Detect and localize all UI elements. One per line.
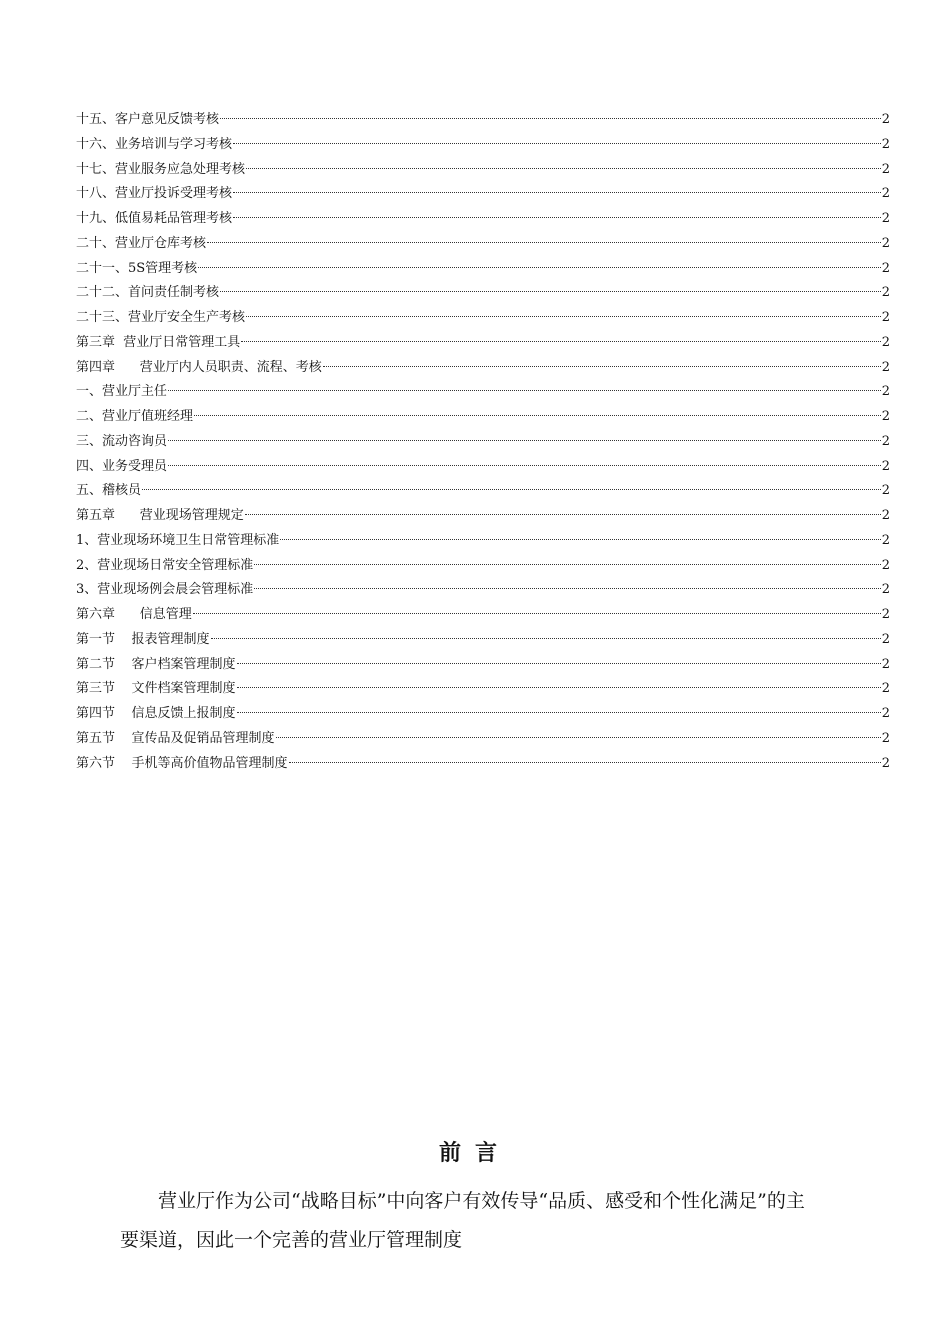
toc-entry-label: 二十一、5S管理考核 bbox=[76, 260, 198, 276]
toc-entry-label: 十八、营业厅投诉受理考核 bbox=[76, 186, 233, 202]
toc-entry-page: 2 bbox=[881, 755, 890, 771]
toc-entry-label: 二十、营业厅仓库考核 bbox=[76, 235, 207, 251]
toc-entry-label: 四、业务受理员 bbox=[76, 458, 168, 474]
toc-entry-page: 2 bbox=[881, 136, 890, 152]
toc-entry[interactable] bbox=[76, 603, 890, 628]
toc-entry-label: 二十二、首问责任制考核 bbox=[76, 285, 220, 301]
toc-entry[interactable] bbox=[76, 479, 890, 504]
toc-dot-leader bbox=[323, 366, 881, 367]
toc-dot-leader bbox=[289, 762, 881, 763]
toc-entry-page: 2 bbox=[881, 483, 890, 499]
toc-entry-page: 2 bbox=[881, 607, 890, 622]
toc-dot-leader bbox=[168, 440, 881, 441]
toc-dot-leader bbox=[233, 143, 881, 144]
toc-entry[interactable] bbox=[76, 306, 890, 331]
toc-entry-page: 2 bbox=[881, 532, 890, 548]
toc-dot-leader bbox=[220, 291, 881, 292]
toc-entry-label: 第四章 营业厅内人员职责、流程、考核 bbox=[76, 359, 322, 375]
toc-entry-label: 十九、低值易耗品管理考核 bbox=[76, 211, 233, 226]
toc-dot-leader bbox=[237, 663, 881, 664]
toc-entry-label: 十五、客户意见反馈考核 bbox=[76, 112, 220, 127]
toc-dot-leader bbox=[193, 613, 881, 614]
toc-entry-page: 2 bbox=[881, 458, 890, 474]
toc-entry[interactable] bbox=[76, 356, 890, 381]
toc-entry-page: 2 bbox=[881, 359, 890, 375]
toc-entry-page: 2 bbox=[881, 310, 890, 325]
toc-entry-label: 第三节 文件档案管理制度 bbox=[76, 681, 236, 697]
toc-entry[interactable] bbox=[76, 702, 890, 727]
toc-entry-label: 第三章 营业厅日常管理工具 bbox=[76, 334, 241, 350]
toc-entry-page: 2 bbox=[881, 681, 890, 697]
preface-paragraph: 营业厅作为公司“战略目标”中向客户有效传导“品质、感受和个性化满足”的主要渠道，因此一个完善的营业厅管理制度 bbox=[120, 1190, 805, 1251]
toc-dot-leader bbox=[194, 415, 881, 416]
toc-entry[interactable] bbox=[76, 232, 890, 257]
toc-dot-leader bbox=[241, 341, 880, 342]
toc-entry-page: 2 bbox=[881, 508, 890, 523]
toc-entry[interactable] bbox=[76, 677, 890, 702]
toc-entry[interactable] bbox=[76, 727, 890, 752]
toc-entry-page: 2 bbox=[881, 706, 890, 721]
toc-entry-label: 第二节 客户档案管理制度 bbox=[76, 656, 236, 672]
toc-entry-page: 2 bbox=[881, 334, 890, 350]
toc-entry-label: 三、流动咨询员 bbox=[76, 433, 168, 449]
preface-title: 前言 bbox=[438, 1140, 511, 1166]
toc-entry-label: 一、营业厅主任 bbox=[76, 384, 168, 400]
toc-entry-label: 五、稽核员 bbox=[76, 483, 142, 499]
toc-dot-leader bbox=[237, 687, 881, 688]
toc-entry-label: 第一节 报表管理制度 bbox=[76, 631, 210, 647]
toc-entry-page: 2 bbox=[881, 285, 890, 301]
toc-entry-page: 2 bbox=[881, 211, 890, 226]
toc-dot-leader bbox=[245, 514, 881, 515]
toc-dot-leader bbox=[276, 737, 881, 738]
toc-entry[interactable] bbox=[76, 455, 890, 480]
toc-entry-page: 2 bbox=[881, 186, 890, 202]
toc-entry[interactable] bbox=[76, 653, 890, 678]
toc-dot-leader bbox=[280, 539, 880, 540]
toc-entry-page: 2 bbox=[881, 409, 890, 424]
toc-entry-page: 2 bbox=[881, 384, 890, 400]
toc-dot-leader bbox=[254, 564, 880, 565]
toc-dot-leader bbox=[233, 192, 881, 193]
toc-entry-page: 2 bbox=[881, 433, 890, 449]
toc-dot-leader bbox=[198, 267, 881, 268]
toc-entry-label: 3、营业现场例会晨会管理标准 bbox=[76, 582, 254, 598]
toc-entry[interactable] bbox=[76, 380, 890, 405]
toc-dot-leader bbox=[211, 638, 881, 639]
toc-entry-label: 1、营业现场环境卫生日常管理标准 bbox=[76, 532, 280, 548]
toc-entry-label: 第五章 营业现场管理规定 bbox=[76, 508, 244, 523]
toc-entry[interactable] bbox=[76, 158, 890, 183]
toc-entry[interactable] bbox=[76, 504, 890, 529]
table-of-contents bbox=[76, 108, 890, 776]
toc-entry[interactable] bbox=[76, 752, 890, 777]
toc-entry[interactable] bbox=[76, 108, 890, 133]
toc-dot-leader bbox=[246, 316, 881, 317]
toc-entry-label: 第六节 手机等高价值物品管理制度 bbox=[76, 755, 288, 771]
toc-dot-leader bbox=[168, 465, 881, 466]
toc-entry-label: 二十三、营业厅安全生产考核 bbox=[76, 310, 246, 325]
toc-dot-leader bbox=[142, 489, 881, 490]
toc-entry[interactable] bbox=[76, 578, 890, 603]
toc-entry-label: 第六章 信息管理 bbox=[76, 607, 192, 622]
toc-entry-page: 2 bbox=[881, 582, 890, 598]
toc-entry-label: 2、营业现场日常安全管理标准 bbox=[76, 557, 254, 573]
toc-entry-page: 2 bbox=[881, 656, 890, 672]
toc-entry[interactable] bbox=[76, 281, 890, 306]
toc-entry[interactable] bbox=[76, 182, 890, 207]
toc-entry-label: 第五节 宣传品及促销品管理制度 bbox=[76, 730, 275, 746]
toc-dot-leader bbox=[207, 242, 881, 243]
toc-entry-label: 十七、营业服务应急处理考核 bbox=[76, 161, 246, 177]
toc-entry[interactable] bbox=[76, 529, 890, 554]
toc-entry[interactable] bbox=[76, 430, 890, 455]
toc-dot-leader bbox=[237, 712, 881, 713]
toc-dot-leader bbox=[220, 118, 881, 119]
toc-entry[interactable] bbox=[76, 207, 890, 232]
toc-entry[interactable] bbox=[76, 331, 890, 356]
toc-entry[interactable] bbox=[76, 133, 890, 158]
toc-entry-page: 2 bbox=[881, 730, 890, 746]
toc-entry-label: 十六、业务培训与学习考核 bbox=[76, 136, 233, 152]
toc-entry-page: 2 bbox=[881, 112, 890, 127]
toc-entry-page: 2 bbox=[881, 235, 890, 251]
toc-dot-leader bbox=[168, 390, 881, 391]
toc-entry[interactable] bbox=[76, 628, 890, 653]
toc-entry-page: 2 bbox=[881, 260, 890, 276]
toc-dot-leader bbox=[254, 588, 880, 589]
toc-entry[interactable] bbox=[76, 554, 890, 579]
preface-body bbox=[120, 1182, 810, 1260]
toc-dot-leader bbox=[246, 168, 881, 169]
toc-entry[interactable] bbox=[76, 257, 890, 282]
toc-entry-page: 2 bbox=[881, 161, 890, 177]
toc-entry-page: 2 bbox=[881, 631, 890, 647]
toc-entry-label: 第四节 信息反馈上报制度 bbox=[76, 706, 236, 721]
toc-entry-label: 二、营业厅值班经理 bbox=[76, 409, 194, 424]
toc-entry[interactable] bbox=[76, 405, 890, 430]
toc-entry-page: 2 bbox=[881, 557, 890, 573]
toc-dot-leader bbox=[233, 217, 881, 218]
